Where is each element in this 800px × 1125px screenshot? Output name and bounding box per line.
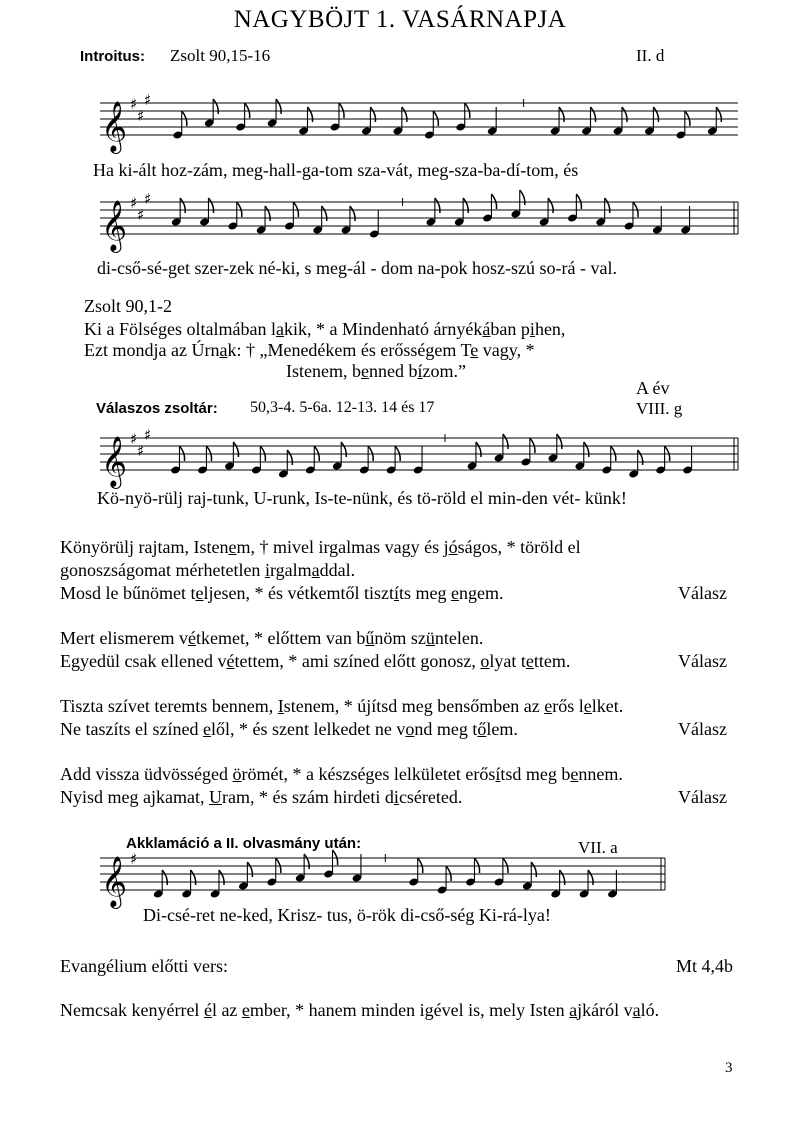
sharp-icon: ♯: [144, 91, 152, 109]
text-segment: ságos, * töröld el: [457, 537, 581, 557]
introitus-lyrics-2: di-cső-sé-get szer-zek né-ki, s meg-ál - dom na-pok hosz-szú so-rá - val.: [97, 258, 617, 278]
text-segment: Ne taszíts el színed: [60, 719, 203, 739]
text-segment: mber, * hanem minden igével is, mely Isten: [249, 1000, 570, 1020]
accent-syllable: é: [187, 628, 196, 648]
text-segment: ljesen, * és vétkemtől tiszt: [203, 583, 394, 603]
text-segment: gonoszságomat mérhetetlen: [60, 560, 265, 580]
text-segment: römét, * a készséges lelkületet erős: [241, 764, 496, 784]
accent-syllable: o: [480, 651, 490, 671]
text-segment: rős l: [552, 696, 584, 716]
text-segment: Egyedül csak ellened v: [60, 651, 227, 671]
text-segment: rgalm: [269, 560, 312, 580]
text-segment: jkáról v: [577, 1000, 633, 1020]
note-flag: [588, 870, 593, 885]
text-segment: lől, * és szent lelkedet ne v: [210, 719, 406, 739]
note-flag: [219, 870, 224, 885]
text-segment: Istenem, b: [286, 361, 361, 381]
sharp-icon: ♯: [144, 190, 152, 208]
page-number: 3: [725, 1060, 733, 1076]
note-flag: [304, 854, 309, 869]
text-segment: ttem.: [533, 651, 571, 671]
treble-clef-icon: 𝄞: [101, 101, 128, 152]
accent-syllable: e: [228, 537, 237, 557]
note-flag: [531, 862, 536, 877]
text-segment: k: † „Menedékem és erősségem T: [227, 340, 471, 360]
text-segment: lket.: [591, 696, 624, 716]
sharp-icon: ♯: [130, 850, 138, 868]
note-flag: [191, 870, 196, 885]
text-segment: Mosd le bűnömet t: [60, 583, 196, 603]
text-segment: Ezt mondja az Úrn: [84, 340, 220, 360]
sharp-icon: ♯: [137, 206, 145, 224]
introitus-label: Introitus:: [80, 48, 145, 65]
responsorial-ref: 50,3-4. 5-6a. 12-13. 14 és 17: [250, 399, 435, 416]
response-marker: Válasz: [678, 787, 727, 807]
text-segment: ban p: [490, 319, 530, 339]
text-segment: nd meg t: [414, 719, 478, 739]
accent-syllable: i: [529, 319, 535, 339]
accent-syllable: í: [393, 583, 399, 603]
accent-syllable: I: [277, 696, 284, 716]
text-segment: nned b: [368, 361, 418, 381]
text-segment: kik, * a Mindenható árnyék: [283, 319, 483, 339]
responsorial-year: A év: [636, 378, 670, 398]
responsorial-lyrics: Kö-nyö-rülj raj-tunk, U-runk, Is-te-nünk, és tö-röld el min-den vét- künk!: [97, 488, 627, 508]
note-flag: [162, 870, 167, 885]
gospel-verse: [60, 1000, 659, 1021]
text-segment: l az: [211, 1000, 242, 1020]
text-segment: tettem, * ami színed előtt gonosz,: [234, 651, 481, 671]
text-segment: ló.: [640, 1000, 660, 1020]
text-segment: Nemcsak kenyérrel: [60, 1000, 204, 1020]
response-marker: Válasz: [678, 719, 727, 739]
accent-syllable: a: [632, 1000, 641, 1020]
text-segment: vagy, *: [478, 340, 535, 360]
text-segment: zom.”: [422, 361, 466, 381]
accent-syllable: a: [311, 560, 320, 580]
note-flag: [247, 862, 252, 877]
acclamation-label: Akklamáció a II. olvasmány után:: [126, 835, 362, 852]
accent-syllable: a: [219, 340, 228, 360]
text-line: [60, 1000, 659, 1021]
gospel-label: Evangélium előtti vers:: [60, 956, 228, 976]
text-segment: m, † mivel irgalmas vagy és j: [236, 537, 449, 557]
responsorial-label: Válaszos zsoltár:: [96, 400, 218, 417]
text-segment: stenem, * újítsd meg bensőmben az: [283, 696, 545, 716]
text-segment: tsd meg b: [500, 764, 571, 784]
text-segment: Tiszta szívet teremts bennem,: [60, 696, 278, 716]
accent-syllable: e: [570, 764, 579, 784]
text-segment: nnem.: [578, 764, 623, 784]
accent-syllable: e: [450, 583, 459, 603]
accent-syllable: ü: [425, 628, 435, 648]
text-segment: ram, * és szám hirdeti d: [221, 787, 394, 807]
text-segment: ts meg: [398, 583, 451, 603]
introitus-lyrics-1: Ha ki-ált hoz-zám, meg-hall-ga-tom sza-vát, meg-sza-ba-dí-tom, és: [93, 160, 579, 180]
accent-syllable: e: [544, 696, 553, 716]
text-segment: tkemet, * előttem van b: [195, 628, 366, 648]
accent-syllable: e: [195, 583, 204, 603]
accent-syllable: e: [470, 340, 479, 360]
text-segment: lem.: [486, 719, 518, 739]
accent-syllable: ö: [232, 764, 242, 784]
text-segment: Mert elismerem v: [60, 628, 188, 648]
acclamation-lyrics: Di-csé-ret ne-ked, Krisz- tus, ö-rök di-cső-ség Ki-rá-lya!: [143, 905, 551, 925]
text-segment: ngem.: [458, 583, 504, 603]
text-segment: hen,: [534, 319, 566, 339]
accent-syllable: á: [482, 319, 491, 339]
accent-syllable: í: [495, 764, 501, 784]
introitus-ref: Zsolt 90,15-16: [170, 46, 271, 65]
text-segment: Ki a Fölséges oltalmában l: [84, 319, 276, 339]
treble-clef-icon: 𝄞: [101, 200, 128, 251]
text-segment: ddal.: [319, 560, 356, 580]
treble-clef-icon: 𝄞: [101, 856, 128, 907]
response-marker: Válasz: [678, 651, 727, 671]
text-segment: Könyörülj rajtam, Isten: [60, 537, 229, 557]
gospel-ref: Mt 4,4b: [676, 956, 734, 976]
accent-syllable: é: [226, 651, 235, 671]
text-segment: Add vissza üdvösséged: [60, 764, 233, 784]
accent-syllable: ű: [365, 628, 375, 648]
text-segment: Nyisd meg ajkamat,: [60, 787, 209, 807]
accent-syllable: o: [405, 719, 415, 739]
acclamation-mode: VII. a: [578, 838, 618, 857]
text-segment: cséreted.: [398, 787, 463, 807]
page-title: NAGYBÖJT 1. VASÁRNAPJA: [233, 6, 567, 33]
treble-clef-icon: 𝄞: [101, 436, 128, 487]
accent-syllable: U: [208, 787, 222, 807]
accent-syllable: e: [360, 361, 369, 381]
text-segment: lyat t: [489, 651, 526, 671]
responsorial-mode: VIII. g: [636, 399, 683, 418]
accent-syllable: é: [203, 1000, 212, 1020]
sharp-icon: ♯: [130, 430, 138, 448]
accent-syllable: ő: [477, 719, 487, 739]
sharp-icon: ♯: [137, 107, 145, 125]
accent-syllable: i: [264, 560, 270, 580]
sharp-icon: ♯: [130, 194, 138, 212]
accent-syllable: a: [569, 1000, 578, 1020]
introitus-mode: II. d: [636, 46, 665, 65]
accent-syllable: e: [241, 1000, 250, 1020]
accent-syllable: e: [583, 696, 592, 716]
accent-syllable: ó: [448, 537, 458, 557]
sharp-icon: ♯: [137, 442, 145, 460]
accent-syllable: í: [417, 361, 423, 381]
sharp-icon: ♯: [130, 95, 138, 113]
response-marker: Válasz: [678, 583, 727, 603]
accent-syllable: e: [525, 651, 534, 671]
psalm90-ref: Zsolt 90,1-2: [84, 296, 172, 316]
text-segment: nöm sz: [374, 628, 426, 648]
sharp-icon: ♯: [144, 426, 152, 444]
note-flag: [560, 870, 565, 885]
accent-syllable: i: [393, 787, 399, 807]
text-segment: ntelen.: [434, 628, 484, 648]
accent-syllable: a: [275, 319, 284, 339]
accent-syllable: e: [202, 719, 211, 739]
